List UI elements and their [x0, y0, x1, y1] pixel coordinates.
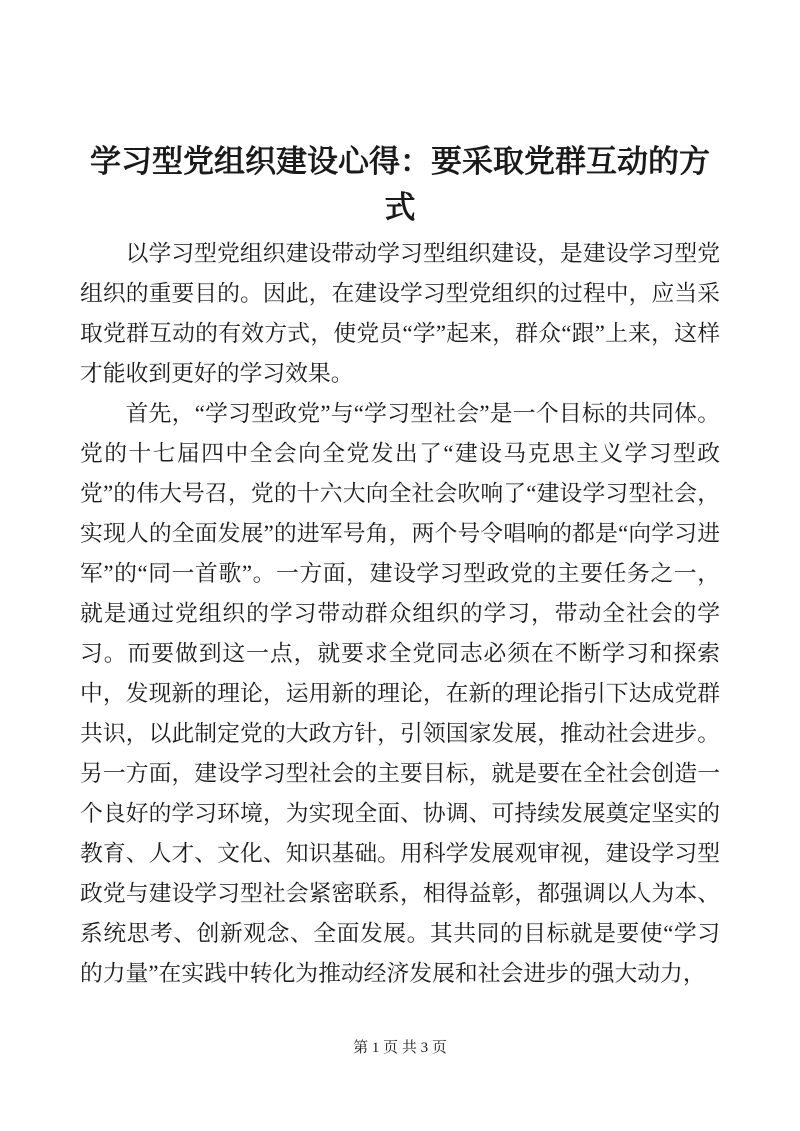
- document-title: 学习型党组织建设心得：要采取党群互动的方式: [90, 144, 710, 225]
- document-content: [80, 139, 720, 994]
- page-number-footer: 第 1 页 共 3 页: [353, 1040, 447, 1056]
- paragraph: 首先，“学习型政党”与“学习型社会”是一个目标的共同体。党的十七届四中全会向全党发出了“建设马克思主义学习型政党”的伟大号召，党的十六大向全社会吹响了“建设学习型社会，实现人的全面发展”的进军号角，两个号令唱响的都是“向学习进军”的“同一首歌”。一方面，建设学习型政党的主要任务之一，就是通过党组织的学习带动群众组织的学习，带动全社会的学习。而要做到这一点，就要求全党同志必须在不断学习和探索中，发现新的理论，运用新的理论，在新的理论指引下达成党群共识，以此制定党的大政方针，引领国家发展，推动社会进步。另一方面，建设学习型社会的主要目标，就是要在全社会创造一个良好的学习环境，为实现全面、协调、可持续发展奠定坚实的教育、人才、文化、知识基础。用科学发展观审视，建设学习型政党与建设学习型社会紧密联系，相得益彰，都强调以人为本、系统思考、创新观念、全面发展。其共同的目标就是要使“学习的力量”在实践中转化为推动经济发展和社会进步的强大动力，: [80, 401, 720, 986]
- paragraph: 以学习型党组织建设带动学习型组织建设，是建设学习型党组织的重要目的。因此，在建设学习型党组织的过程中，应当采取党群互动的有效方式，使党员“学”起来，群众“跟”上来，这样才能收到更好的学习效果。: [80, 241, 720, 386]
